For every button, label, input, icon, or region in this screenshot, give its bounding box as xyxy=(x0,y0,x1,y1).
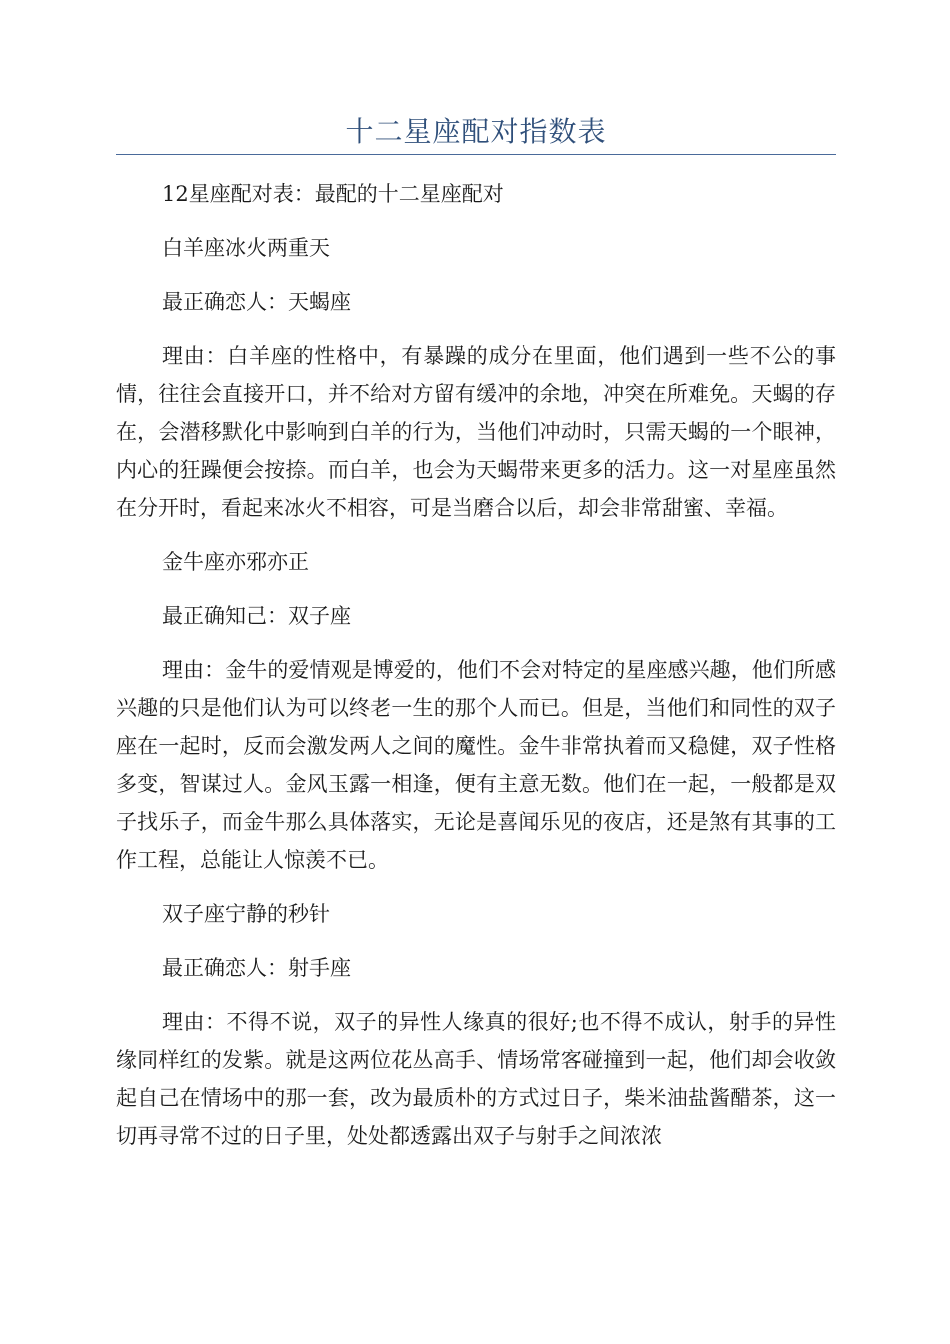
best-match-aries: 最正确恋人：天蝎座 xyxy=(162,290,351,314)
best-match-taurus: 最正确知己：双子座 xyxy=(162,604,351,628)
reason-taurus: 理由：金牛的爱情观是博爱的，他们不会对特定的星座感兴趣，他们所感兴趣的只是他们认为可以终老一生的那个人而已。但是，当他们和同性的双子座在一起时，反而会激发两人之间的魔性。金牛非常执着而又稳健，双子性格多变，智谋过人。金风玉露一相逢，便有主意无数。他们在一起，一般都是双子找乐子，而金牛那么具体落实，无论是喜闻乐见的夜店，还是煞有其事的工作工程，总能让人惊羡不已。 xyxy=(116,658,836,872)
document-body xyxy=(116,175,836,1171)
section-heading-gemini: 双子座宁静的秒针 xyxy=(162,902,330,926)
page-title: 十二星座配对指数表 xyxy=(345,115,607,148)
section-heading-aries: 白羊座冰火两重天 xyxy=(162,236,330,260)
title-underline xyxy=(116,154,836,155)
section-heading-taurus: 金牛座亦邪亦正 xyxy=(162,550,309,574)
reason-aries: 理由：白羊座的性格中，有暴躁的成分在里面，他们遇到一些不公的事情，往往会直接开口，并不给对方留有缓冲的余地，冲突在所难免。天蝎的存在，会潜移默化中影响到白羊的行为，当他们冲动时，只需天蝎的一个眼神，内心的狂躁便会按捺。而白羊，也会为天蝎带来更多的活力。这一对星座虽然在分开时，看起来冰火不相容，可是当磨合以后，却会非常甜蜜、幸福。 xyxy=(116,344,836,520)
reason-gemini: 理由：不得不说，双子的异性人缘真的很好;也不得不成认，射手的异性缘同样红的发紫。就是这两位花丛高手、情场常客碰撞到一起，他们却会收敛起自己在情场中的那一套，改为最质朴的方式过日子，柴米油盐酱醋茶，这一切再寻常不过的日子里，处处都透露出双子与射手之间浓浓 xyxy=(116,1010,836,1148)
paragraph-intro: 12星座配对表：最配的十二星座配对 xyxy=(162,182,504,206)
best-match-gemini: 最正确恋人：射手座 xyxy=(162,956,351,980)
